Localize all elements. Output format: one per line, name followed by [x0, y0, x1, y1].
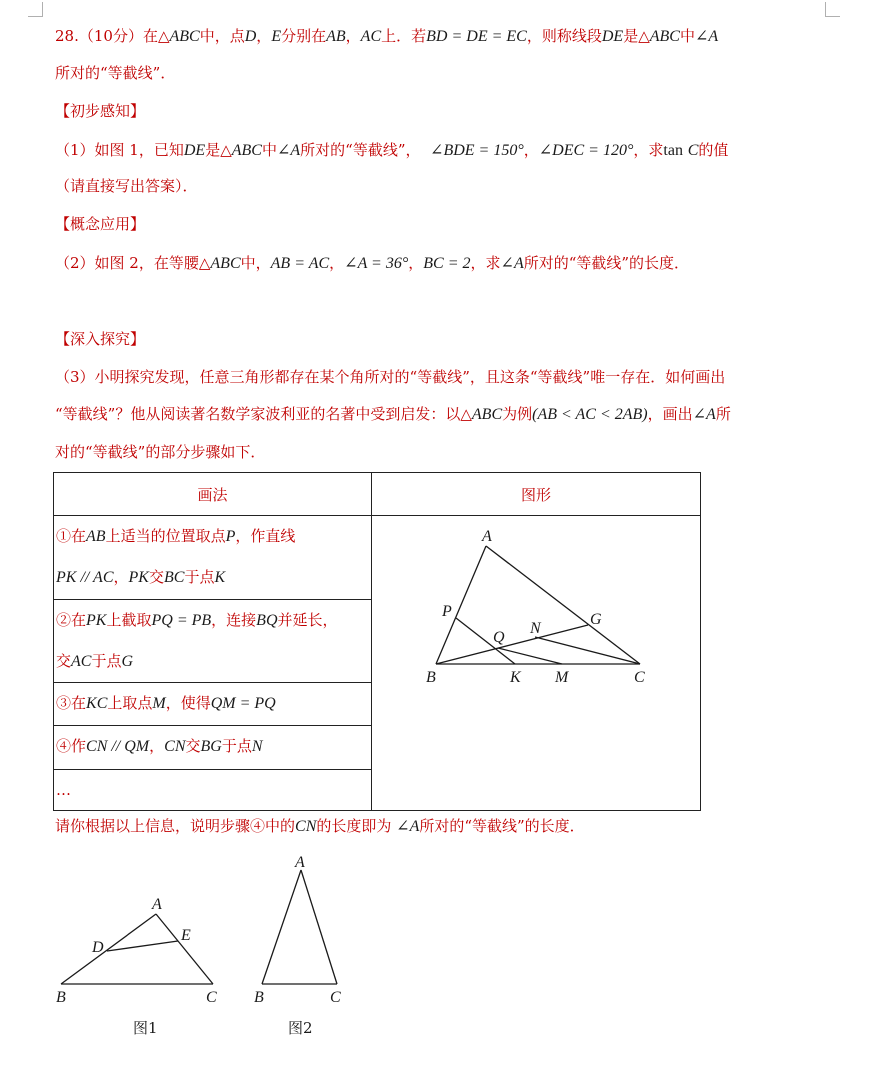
label-C: C: [634, 669, 645, 686]
header-method: 画法: [54, 473, 372, 516]
question-3-line-2: “等截线”？他从阅读著名数学家波利亚的名著中受到启发：以△ABC为例(AB < AC < 2AB)，画出∠A所: [55, 405, 731, 423]
question-3-line-3: 对的“等截线”的部分步骤如下．: [55, 443, 266, 461]
header-figure: 图形: [372, 473, 701, 516]
label-M: M: [555, 669, 569, 686]
step-1: ①在AB上适当的位置取点P，作直线 PK // AC，PK交BC于点K: [54, 516, 372, 600]
seg-CN: [535, 637, 640, 664]
fig2-seg-AB: [262, 870, 301, 984]
problem-line-1: 28.（10分）在△ABC中，点D，E分别在AB，AC上．若BD = DE = EC，则称线段DE是△ABC中∠A: [55, 27, 719, 45]
step-4: ④作CN // QM，CN交BG于点N: [54, 726, 372, 769]
fig1-label-B: B: [56, 989, 66, 1006]
label-N: N: [530, 620, 541, 637]
fig1-label-D: D: [92, 939, 104, 956]
fig2-seg-AC: [301, 870, 337, 984]
construction-figure: [374, 516, 698, 806]
construction-figure-cell: [372, 516, 701, 811]
fig1-seg-AC: [156, 914, 213, 984]
fig1-label-A: A: [152, 896, 162, 913]
construction-steps-table: [53, 472, 701, 811]
fig1-label-C: C: [206, 989, 217, 1006]
figures-1-2: [40, 850, 360, 1020]
caption-fig2: 图2: [288, 1019, 313, 1037]
seg-QM: [498, 648, 562, 664]
question-2-line: （2）如图 2，在等腰△ABC中，AB = AC，∠A = 36°，BC = 2，求∠A所对的“等截线”的长度．: [55, 254, 690, 272]
page-corner-mark-right: [825, 2, 840, 17]
section-title-1: 【初步感知】: [55, 102, 146, 120]
fig1-seg-BA: [61, 914, 156, 984]
label-K: K: [510, 669, 521, 686]
page-corner-mark-left: [28, 2, 43, 17]
fig2-label-B: B: [254, 989, 264, 1006]
fig2-label-C: C: [330, 989, 341, 1006]
step-ellipsis: …: [54, 769, 372, 810]
label-P: P: [442, 603, 452, 620]
question-1-line-2: （请直接写出答案）．: [55, 177, 198, 195]
problem-line-2: 所对的“等截线”．: [55, 64, 176, 82]
section-title-2: 【概念应用】: [55, 215, 146, 233]
fig1-label-E: E: [181, 927, 191, 944]
caption-fig1: 图1: [133, 1019, 158, 1037]
section-title-3: 【深入探究】: [55, 330, 146, 348]
label-G: G: [590, 611, 602, 628]
final-instruction: 请你根据以上信息，说明步骤④中的CN的长度即为 ∠A所对的“等截线”的长度．: [55, 817, 585, 835]
label-A: A: [482, 528, 492, 545]
question-3-line-1: （3）小明探究发现，任意三角形都存在某个角所对的“等截线”，且这条“等截线”唯一存在．如何画出: [55, 368, 726, 386]
step-3: ③在KC上取点M，使得QM = PQ: [54, 683, 372, 726]
step-2: ②在PK上截取PQ = PB，连接BQ并延长， 交AC于点G: [54, 599, 372, 683]
fig2-label-A: A: [295, 854, 305, 871]
question-1-line-1: （1）如图 1，已知DE是△ABC中∠A所对的“等截线”， ∠BDE = 150°，∠DEC = 120°，求tan C的值: [55, 141, 729, 159]
label-B: B: [426, 669, 436, 686]
label-Q: Q: [493, 629, 505, 646]
seg-AC: [486, 546, 640, 664]
